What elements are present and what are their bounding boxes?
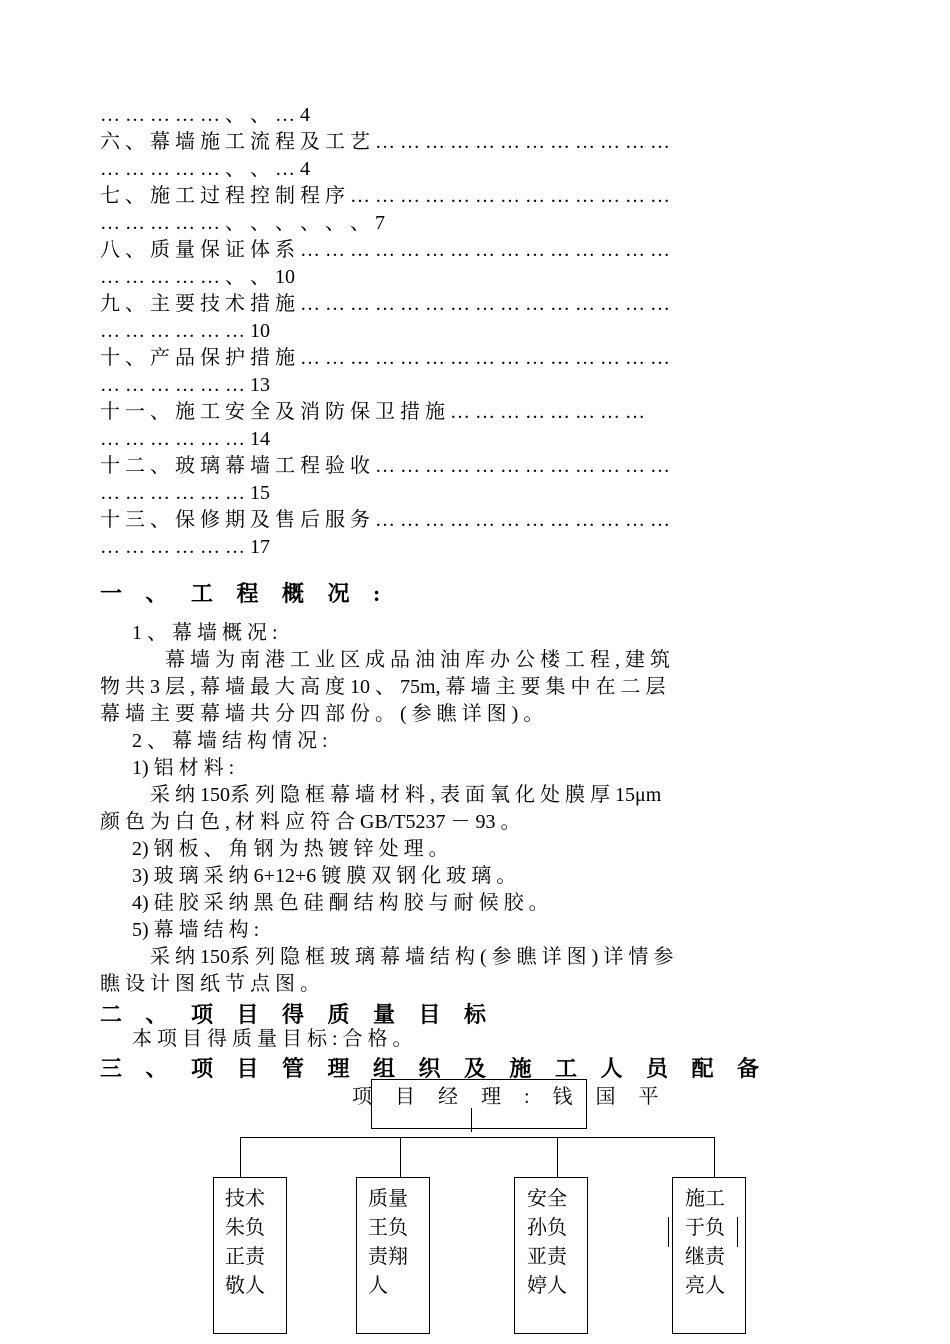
paragraph-line: 采 纳 150系 列 隐 框 幕 墙 材 料 , 表 面 氧 化 处 膜 厚 15μm (150, 784, 662, 806)
paragraph-line: 幕 墙 主 要 幕 墙 共 分 四 部 份 。 ( 参 瞧 详 图 ) 。 (100, 703, 544, 725)
toc-line: … … … … … 、 、 … 4 (100, 158, 310, 180)
list-item: 3) 玻 璃 采 纳 6+12+6 镀 膜 双 钢 化 玻 璃 。 (132, 865, 517, 887)
connector-line (668, 1217, 669, 1247)
section-heading: 二 、 项 目 得 质 量 目 标 (100, 1002, 496, 1027)
connector-line (557, 1137, 558, 1177)
paragraph-line: 颜 色 为 白 色 , 材 料 应 符 合 GB/T5237 － 93 。 (100, 811, 521, 833)
toc-line: … … … … … … 15 (100, 482, 270, 504)
toc-line: … … … … … … 17 (100, 536, 270, 558)
paragraph-line: 物 共 3 层 , 幕 墙 最 大 高 度 10 、 75m, 幕 墙 主 要 集 中 在 二 层 (100, 676, 666, 698)
paragraph-line: 采 纳 150系 列 隐 框 玻 璃 幕 墙 结 构 ( 参 瞧 详 图 ) 详 情 参 (150, 946, 674, 968)
toc-line: … … … … … 、 、 10 (100, 266, 295, 288)
toc-line: … … … … … … 10 (100, 320, 270, 342)
section-heading: 三 、 项 目 管 理 组 织 及 施 工 人 员 配 备 (100, 1056, 769, 1081)
toc-line: … … … … … … 14 (100, 428, 270, 450)
toc-line: 六 、 幕 墙 施 工 流 程 及 工 艺 … … … … … … … … … … … … (100, 131, 670, 153)
toc-line: … … … … … 、 、 、 、 、 、 7 (100, 212, 385, 234)
toc-line: 十 三 、 保 修 期 及 售 后 服 务 … … … … … … … … … … … … (100, 509, 670, 531)
toc-line: 七 、 施 工 过 程 控 制 程 序 … … … … … … … … … … … … … (100, 185, 670, 207)
org-box-text: 质量王负责翔人 (368, 1188, 408, 1297)
org-box-text: 安全孙负亚责婷人 (527, 1188, 567, 1297)
paragraph-line: 幕 墙 为 南 港 工 业 区 成 品 油 油 库 办 公 楼 工 程 , 建 筑 (165, 649, 670, 671)
list-item: 4) 硅 胶 采 纳 黑 色 硅 酮 结 构 胶 与 耐 候 胶 。 (132, 892, 549, 914)
org-box-text: 施工于负继责亮人 (685, 1188, 725, 1297)
section-heading: 一 、 工 程 概 况 : (100, 581, 390, 606)
toc-line: 八 、 质 量 保 证 体 系 … … … … … … … … … … … … … … … (100, 239, 670, 261)
list-item: 5) 幕 墙 结 构 : (132, 919, 260, 941)
list-item: 2) 钢 板 、 角 钢 为 热 镀 锌 处 理 。 (132, 838, 449, 860)
toc-line: … … … … … 、 、 … 4 (100, 104, 310, 126)
list-item: 1) 铝 材 料 : (132, 757, 235, 779)
connector-line (471, 1108, 472, 1132)
toc-line: 十 二 、 玻 璃 幕 墙 工 程 验 收 … … … … … … … … … … … … (100, 455, 670, 477)
toc-line: 十 、 产 品 保 护 措 施 … … … … … … … … … … … … … … … (100, 347, 670, 369)
connector-line (400, 1137, 401, 1177)
project-manager-label: 项 目 经 理 : 钱 国 平 (352, 1086, 668, 1108)
subheading: 2 、 幕 墙 结 构 情 况 : (132, 730, 328, 752)
connector-line (240, 1137, 241, 1177)
paragraph-line: 本 项 目 得 质 量 目 标 : 合 格 。 (132, 1028, 413, 1050)
paragraph-line: 瞧 设 计 图 纸 节 点 图 。 (100, 973, 320, 995)
toc-line: 十 一 、 施 工 安 全 及 消 防 保 卫 措 施 … … … … … … … … (100, 401, 645, 423)
toc-line: 九 、 主 要 技 术 措 施 … … … … … … … … … … … … … … … (100, 293, 670, 315)
connector-line (240, 1137, 714, 1138)
connector-line (714, 1137, 715, 1177)
connector-line (737, 1217, 738, 1247)
subheading: 1 、 幕 墙 概 况 : (132, 622, 278, 644)
org-box-text: 技术朱负正责敬人 (225, 1188, 265, 1297)
toc-line: … … … … … … 13 (100, 374, 270, 396)
